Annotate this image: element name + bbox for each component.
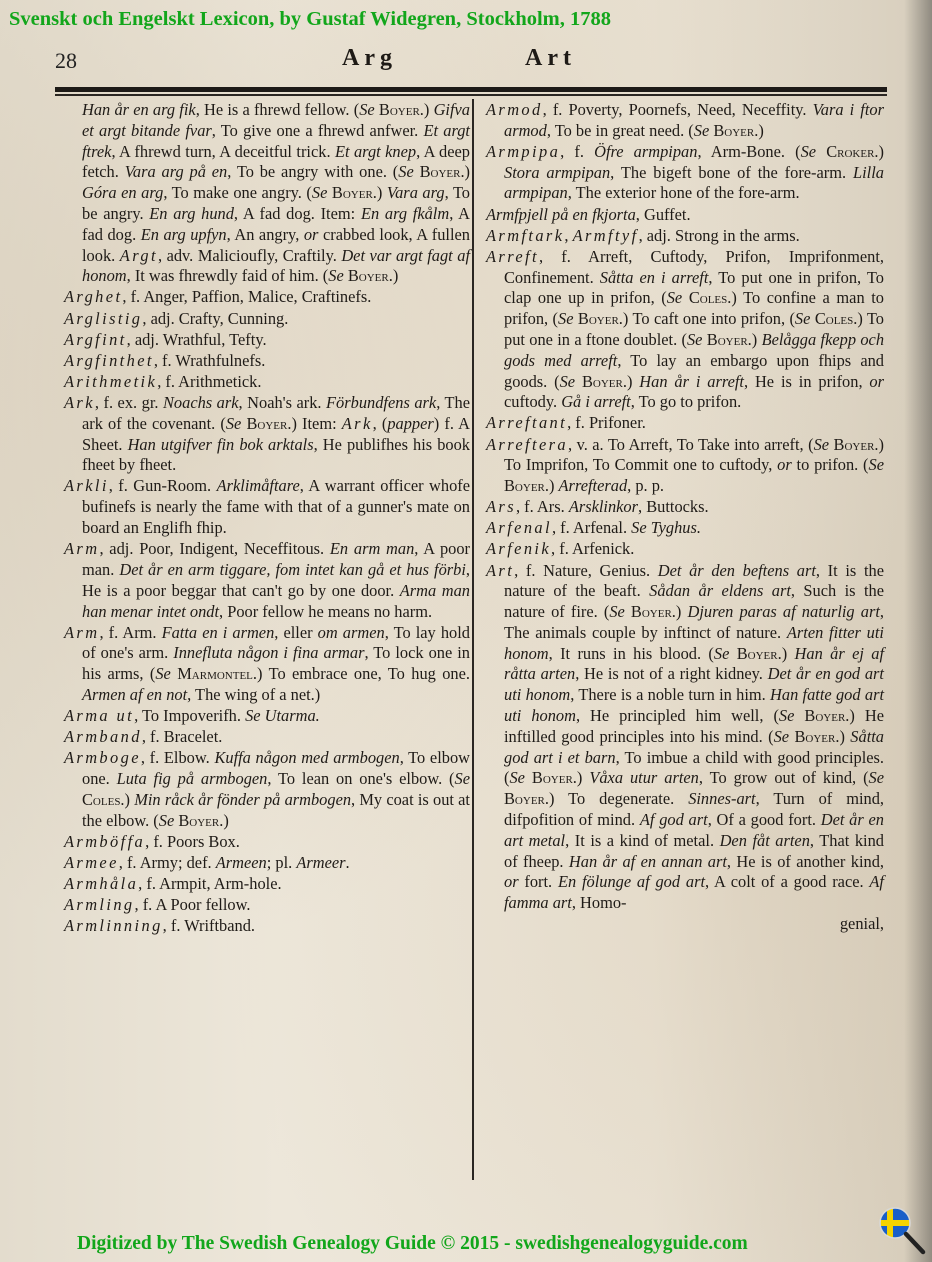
definition-text: ) To confine a man to prifon, ( — [504, 288, 884, 329]
headword: Arma ut — [64, 706, 135, 726]
definition-text: ) — [376, 183, 387, 203]
dictionary-entry — [60, 895, 470, 916]
dictionary-entry — [60, 727, 470, 748]
headword: Arfenik — [486, 539, 552, 559]
definition-text: ) — [464, 162, 471, 182]
italic-phrase: Arten fitter uti honom — [504, 622, 884, 663]
italic-phrase: Det år en arm tiggare, fom intet kan gå et hus förbi — [119, 559, 466, 579]
definition-text: , adj. Wrathful, Tefty. — [126, 329, 267, 349]
italic-phrase: Det år en art metal — [504, 810, 884, 850]
italic-phrase: Se Tyghus. — [631, 518, 701, 538]
italic-phrase: Sinnes-art — [688, 789, 756, 809]
dictionary-entry — [482, 561, 884, 915]
definition-text: , f. Army; def. — [118, 852, 216, 872]
definition-text: ) He inftilled good principles into his mind. ( — [504, 706, 884, 746]
swedish-flag-magnifier-icon — [877, 1205, 927, 1257]
magnifier-handle — [906, 1234, 923, 1252]
dictionary-entry — [482, 247, 884, 413]
definition-text: , Guffet. — [635, 204, 691, 224]
headword: Armhåla — [64, 873, 139, 893]
italic-phrase: or — [303, 224, 319, 244]
definition-text: to prifon. ( — [791, 455, 869, 475]
italic-phrase: Se — [868, 455, 885, 475]
dictionary-entry — [60, 287, 470, 308]
italic-phrase: Se — [158, 810, 175, 830]
italic-phrase: Góra en arg — [82, 183, 164, 203]
italic-phrase: Se — [794, 309, 811, 329]
definition-text: , f. Arm. — [99, 622, 162, 642]
definition-text: , The exterior hone of the fore-arm. — [567, 183, 800, 203]
italic-phrase: Djuren paras af naturlig art — [687, 602, 880, 622]
definition-text: ) f. A Sheet. — [82, 413, 470, 454]
definition-text: ) — [839, 726, 851, 746]
italic-phrase: En arm man — [329, 539, 415, 559]
reference-name: Boyer. — [504, 789, 549, 809]
dictionary-entry — [60, 351, 470, 372]
definition-text: , p. p. — [627, 476, 665, 496]
headword: Armftark — [486, 225, 565, 245]
definition-text: ) — [392, 266, 399, 286]
dictionary-entry — [60, 874, 470, 895]
headword: Armling — [64, 895, 135, 915]
definition-text: ) — [124, 789, 135, 809]
definition-text: , v. a. To Arreft, To Take into arreft, ( — [568, 434, 814, 454]
dictionary-entry — [482, 413, 884, 434]
italic-phrase: Han fatte god art uti honom — [504, 685, 885, 726]
italic-phrase: Se — [155, 664, 171, 684]
italic-phrase: Belågga fkepp och gods med arreft — [504, 329, 885, 370]
definition-text: crabbed look, A fullen look. — [82, 224, 470, 265]
header-rule-thin — [55, 94, 887, 96]
italic-phrase: Se — [868, 768, 885, 788]
italic-phrase: Han år ej af råtta arten — [504, 643, 884, 684]
definition-text: , f. Armpit, Arm-hole. — [138, 873, 282, 893]
definition-text: ) — [223, 810, 229, 830]
definition-text: ) To put one in a ftone doublet. ( — [504, 309, 884, 349]
reference-name: Boyer. — [575, 371, 627, 391]
headword: Armod — [486, 100, 543, 119]
italic-phrase: Han år af en annan art — [568, 851, 727, 871]
definition-text: ) — [751, 329, 762, 349]
italic-phrase: Se Utarma. — [245, 706, 320, 726]
headword: Armlinning — [64, 916, 163, 936]
definition-text: ) — [548, 476, 559, 496]
definition-text: , He is in prifon, — [744, 371, 870, 391]
headword: Argfint — [64, 329, 127, 349]
italic-phrase: Se — [686, 329, 703, 349]
definition-text: , adj. Crafty, Cunning. — [142, 308, 289, 328]
italic-phrase: Min råck år fönder på armbogen — [134, 789, 352, 809]
definition-text: , f. Arreft, Cuftody, Prifon, Imprifonment, Confinement. — [504, 246, 884, 287]
italic-phrase: Se — [225, 413, 242, 433]
italic-phrase: Lilla armpipan — [504, 162, 884, 203]
headword: Armboge — [64, 748, 141, 768]
definition-text: , To be in great need. ( — [546, 120, 694, 140]
italic-phrase: Arrefterad — [558, 476, 628, 496]
italic-phrase: Se — [359, 100, 375, 119]
italic-phrase: Se — [693, 120, 710, 140]
definition-text: , f. Wriftband. — [162, 916, 256, 936]
italic-phrase: Se — [328, 266, 344, 286]
definition-text: , He is a fhrewd fellow. ( — [195, 100, 360, 119]
italic-phrase: Förbundfens ark — [326, 392, 437, 412]
italic-phrase: Se — [509, 768, 525, 788]
italic-phrase: Se — [713, 643, 730, 663]
definition-text: fort. — [518, 872, 558, 892]
definition-text: , To be angry. — [82, 183, 471, 223]
definition-text: , f. Anger, Paffion, Malice, Craftinefs. — [122, 287, 372, 307]
definition-text: , f. ex. gr. — [94, 392, 163, 412]
definition-text: , To put one in prifon, To clap one up in prifon, ( — [504, 267, 884, 308]
definition-text: , He is a poor beggar that can't go by one door. — [82, 559, 471, 600]
italic-phrase: Luta fig på armbogen — [116, 769, 268, 789]
definition-text: , It runs in his blood. ( — [548, 643, 714, 663]
italic-phrase: Det var argt fagt af honom — [82, 245, 470, 286]
italic-phrase: Vara arg — [386, 183, 445, 203]
italic-phrase: En arg fkålm — [360, 203, 450, 223]
reference-name: Boyer. — [829, 434, 879, 454]
definition-text: ; pl. — [266, 852, 297, 872]
italic-phrase: Innefluta någon i fina armar — [173, 643, 365, 663]
headword: Armböffa — [64, 831, 146, 851]
definition-text: , To elbow one. — [82, 748, 470, 789]
italic-phrase: Et argt ftrek — [82, 120, 470, 161]
definition-text: , Arm-Bone. ( — [697, 141, 801, 161]
reference-name: Coles. — [682, 288, 732, 308]
reference-name: Boyer. — [709, 120, 759, 140]
definition-text: ) — [675, 602, 688, 622]
definition-text: , ( — [372, 413, 388, 433]
definition-text: , f. A Poor fellow. — [134, 895, 251, 915]
definition-text: ) — [758, 120, 764, 140]
reference-name: Boyer. — [174, 810, 224, 830]
dictionary-entry — [482, 100, 884, 142]
definition-text: , f. Nature, Genius. — [514, 560, 658, 580]
italic-phrase: Sådan år eldens art — [649, 581, 791, 601]
definition-text: , To be angry with one. ( — [227, 162, 399, 182]
dictionary-entry — [60, 539, 470, 622]
dictionary-entry — [482, 205, 884, 226]
italic-phrase: Han utgifver fin bok arktals — [127, 434, 314, 454]
definition-text: , f. Bracelet. — [141, 727, 223, 747]
definition-text: , It was fhrewdly faid of him. ( — [126, 266, 329, 286]
definition-text: , f. Arithmetick. — [157, 371, 262, 391]
italic-phrase: Se — [773, 726, 790, 746]
reference-name: Boyer. — [327, 183, 377, 203]
definition-text: , f. Poverty, Poornefs, Need, Neceffity. — [542, 100, 813, 119]
dictionary-entry — [60, 372, 470, 393]
headword: Arreft — [486, 246, 539, 266]
dictionary-entry — [482, 435, 884, 497]
italic-phrase: Armeer — [296, 852, 346, 872]
dictionary-entry — [60, 916, 470, 937]
italic-phrase: Se — [311, 183, 328, 203]
reference-name: Coles. — [82, 789, 125, 809]
italic-phrase: Vara i ftor armod — [504, 100, 884, 140]
definition-text: , A fhrewd turn, A deceitful trick. — [111, 141, 335, 161]
definition-text: ) Item: — [291, 413, 342, 433]
definition-text: ) — [423, 100, 434, 119]
definition-text: , adj. Strong in the arms. — [638, 225, 800, 245]
dictionary-entry — [60, 832, 470, 853]
italic-phrase: Se — [778, 706, 795, 726]
definition-text: , To grow out of kind, ( — [698, 768, 869, 788]
footer-credit: Digitized by The Swedish Genealogy Guide © 2015 - swedishgenealogyguide.com — [77, 1233, 748, 1254]
italic-phrase: Se — [454, 769, 470, 789]
reference-name: Boyer. — [573, 309, 623, 329]
definition-text: , A warrant officer whofe bufinefs is nearly the fame with that of a gunner's mate on board an Englifh fhip. — [82, 476, 470, 538]
reference-name: Boyer. — [624, 602, 676, 622]
reference-name: Boyer. — [343, 266, 393, 286]
dictionary-entry — [60, 309, 470, 330]
definition-text: , That kind of fheep. — [504, 830, 884, 871]
definition-text: , He publifhes his book fheet by fheet. — [82, 434, 470, 475]
italic-phrase: om armen — [317, 622, 385, 642]
italic-phrase: Armen af en not — [82, 684, 188, 704]
headword: Arkli — [64, 476, 109, 496]
dictionary-entry — [60, 476, 470, 538]
dictionary-entry — [482, 497, 884, 518]
italic-phrase: Se — [609, 602, 625, 622]
definition-text: , eller — [274, 622, 318, 642]
catchword: genial, — [839, 914, 884, 934]
headword: Arreftera — [486, 434, 568, 454]
headword: Art — [486, 560, 515, 580]
reference-name: Croker. — [816, 141, 879, 161]
headword: Arghet — [64, 287, 123, 307]
reference-name: Boyer. — [241, 413, 292, 433]
headword: Armee — [64, 852, 119, 872]
headword: Arreftant — [486, 413, 568, 433]
headword: Arm — [64, 622, 100, 642]
definition-text: , Poor fellow he means no harm. — [219, 601, 433, 621]
headword: Ark — [341, 413, 373, 433]
headword: Ars — [486, 497, 516, 517]
reference-name: Boyer. — [794, 706, 850, 726]
reference-name: Boyer. — [524, 768, 577, 788]
definition-text: , To lock one in his arms, ( — [82, 643, 470, 684]
dictionary-entry — [60, 853, 470, 874]
definition-text: , An angry, — [226, 224, 304, 244]
definition-text: ) — [576, 768, 590, 788]
italic-phrase: Gifva et argt bitande fvar — [82, 100, 470, 140]
definition-text: , To imbue a child with good principles. ( — [504, 747, 885, 788]
right-column — [482, 100, 884, 935]
italic-phrase: Såtta god art i et barn — [504, 726, 884, 767]
headword: Arglistig — [64, 308, 143, 328]
dictionary-entry — [482, 226, 884, 247]
italic-phrase: Den fåt arten — [719, 830, 810, 850]
italic-phrase: Han år en arg fik — [82, 100, 196, 119]
italic-phrase: Af god art — [639, 810, 708, 830]
italic-phrase: Kuffa någon med armbogen — [214, 748, 400, 768]
dictionary-entry — [60, 330, 470, 351]
dictionary-entry — [60, 706, 470, 727]
italic-phrase: Arsklinkor — [568, 497, 639, 517]
headword: Armftyf — [572, 225, 639, 245]
italic-phrase: Af famma art — [504, 872, 884, 913]
definition-text: , f. Arfenal. — [551, 518, 632, 538]
italic-phrase: Noachs ark — [163, 392, 239, 412]
definition-text: , f. Prifoner. — [567, 413, 646, 433]
definition-text: , adj. Poor, Indigent, Neceffitous. — [99, 539, 330, 559]
definition-text: , f. Gun-Room. — [108, 476, 217, 496]
italic-phrase: Han år i arreft — [639, 371, 744, 391]
dictionary-entry — [60, 748, 470, 831]
definition-text: ) To caft one into prifon, ( — [622, 309, 795, 329]
italic-phrase: Öfre armpipan — [594, 141, 698, 161]
definition-text: , The bigeft bone of the fore-arm. — [610, 162, 853, 182]
italic-phrase: or — [777, 455, 792, 475]
headword: Armpipa — [486, 141, 561, 161]
running-head-left: Arg — [342, 45, 397, 71]
definition-text: , f. Wrathfulnefs. — [153, 350, 266, 370]
definition-text: , The animals couple by inftinct of nature. — [504, 602, 884, 642]
definition-text: , The ark of the covenant. ( — [82, 392, 470, 433]
italic-phrase: Fatta en i armen — [161, 622, 275, 642]
headword: Arfenal — [486, 518, 552, 538]
definition-text: , To lean on one's elbow. ( — [267, 769, 455, 789]
italic-phrase: En arg upfyn — [140, 224, 227, 244]
headword: Ark — [64, 392, 95, 412]
definition-text: , Homo- — [571, 893, 627, 913]
italic-phrase: Det år en god art uti honom — [504, 664, 884, 705]
italic-phrase: Se — [666, 288, 683, 308]
reference-name: Boyer. — [702, 329, 752, 349]
definition-text: , Such is the nature of fire. ( — [504, 581, 884, 622]
italic-phrase: papper — [387, 413, 434, 433]
definition-text: , To Impoverifh. — [134, 706, 246, 726]
headword: Arm — [64, 539, 100, 559]
reference-name: Boyer. — [729, 643, 782, 663]
running-head-right: Art — [525, 45, 576, 71]
reference-name: Boyer. — [413, 162, 465, 182]
headword: Argt — [119, 245, 158, 265]
definition-text: , He is not of a right kidney. — [575, 664, 768, 684]
definition-text: , There is a noble turn in him. — [570, 685, 771, 705]
headword: Argfinthet — [64, 350, 154, 370]
page-number: 28 — [55, 48, 77, 73]
italic-phrase: Armeen — [215, 852, 267, 872]
headword: Armband — [64, 727, 142, 747]
definition-text: ) To embrace one, To hug one. — [257, 664, 470, 684]
italic-phrase: Se — [800, 141, 817, 161]
definition-text: , He is of another kind, — [726, 851, 884, 871]
italic-phrase: Våxa utur arten — [589, 768, 699, 788]
reference-name: Boyer. — [374, 100, 424, 119]
definition-text: , A poor man. — [82, 539, 470, 579]
definition-text: , To give one a fhrewd anfwer. — [211, 120, 424, 140]
flag-cross-horizontal — [877, 1220, 913, 1226]
reference-name: Boyer. — [789, 726, 840, 746]
column-divider — [472, 99, 474, 1180]
definition-text: , To go to prifon. — [630, 392, 742, 412]
definition-text: , To make one angry. ( — [163, 183, 312, 203]
italic-phrase: Stora armpipan — [504, 162, 611, 182]
italic-phrase: Se — [558, 309, 574, 329]
definition-text: ) To degenerate. — [548, 789, 689, 809]
site-title: Svenskt och Engelskt Lexicon, by Gustaf Widegren, Stockholm, 1788 — [9, 8, 611, 30]
italic-phrase: or — [869, 371, 884, 391]
definition-text: cuftody. — [504, 392, 562, 412]
left-column — [60, 100, 470, 937]
definition-text: , My coat is out at the elbow. ( — [82, 789, 470, 830]
definition-text: , The wing of a net.) — [187, 684, 321, 704]
dictionary-entry — [60, 623, 470, 706]
italic-phrase: Gå i arreft — [561, 392, 631, 412]
italic-phrase: Se — [813, 434, 830, 454]
dictionary-entry — [60, 393, 470, 476]
definition-text: , f. — [560, 141, 595, 161]
definition-text: , A deep fetch. — [82, 141, 470, 182]
definition-text: , A fad dog. Item: — [233, 203, 361, 223]
definition-text: ) To Imprifon, To Commit one to cuftody, — [504, 434, 884, 475]
definition-text: , Turn of mind, difpofition of mind. — [504, 789, 885, 830]
definition-text: , He principled him well, ( — [575, 706, 779, 726]
definition-text: , — [564, 225, 573, 245]
definition-text: , A fad dog. — [82, 203, 470, 244]
definition-text: , To lay hold of one's arm. — [82, 622, 470, 663]
definition-text: , f. Poors Box. — [145, 831, 240, 851]
italic-phrase: Arklimåftare — [216, 476, 300, 496]
italic-phrase: Se — [559, 371, 576, 391]
italic-phrase: Såtta en i arreft — [599, 267, 709, 287]
definition-text: ) — [626, 371, 640, 391]
italic-phrase: Arma man han menar intet ondt — [82, 580, 471, 621]
italic-phrase: Et argt knep — [334, 141, 417, 161]
reference-name: Marmontel. — [170, 664, 258, 684]
definition-text: , It is a kind of metal. — [565, 830, 720, 850]
definition-text: , A colt of a good race. — [705, 872, 870, 892]
italic-phrase: Se — [398, 162, 414, 182]
italic-phrase: Vara arg på en — [124, 162, 228, 182]
italic-phrase: or — [504, 872, 519, 892]
dictionary-entry — [482, 539, 884, 560]
italic-phrase: En arg hund — [149, 203, 234, 223]
reference-name: Coles. — [810, 309, 858, 329]
definition-text: , Noah's ark. — [238, 392, 327, 412]
italic-phrase: Det år den beftens art — [657, 560, 816, 580]
dictionary-entry — [482, 518, 884, 539]
definition-text: , f. Ars. — [515, 497, 569, 517]
definition-text: , f. Arfenick. — [551, 539, 635, 559]
definition-text: , It is the nature of the beaft. — [504, 560, 884, 601]
definition-text: ) — [878, 141, 884, 161]
italic-phrase: En fölunge af god art — [557, 872, 705, 892]
definition-text: , adv. Malicioufly, Craftily. — [157, 245, 342, 265]
header-rule-thick — [55, 87, 887, 92]
definition-text: , Of a good fort. — [707, 810, 821, 830]
italic-phrase: Armfpjell på en fkjorta — [486, 204, 636, 224]
dictionary-entry — [60, 100, 470, 287]
definition-text: . — [345, 852, 350, 872]
definition-text: , Buttocks. — [638, 497, 709, 517]
definition-text: , f. Elbow. — [140, 748, 215, 768]
dictionary-entry — [482, 142, 884, 204]
definition-text: , To lay an embargo upon fhips and goods. ( — [504, 350, 884, 391]
headword: Arithmetik — [64, 371, 158, 391]
reference-name: Boyer. — [504, 476, 549, 496]
definition-text: ) — [781, 643, 795, 663]
